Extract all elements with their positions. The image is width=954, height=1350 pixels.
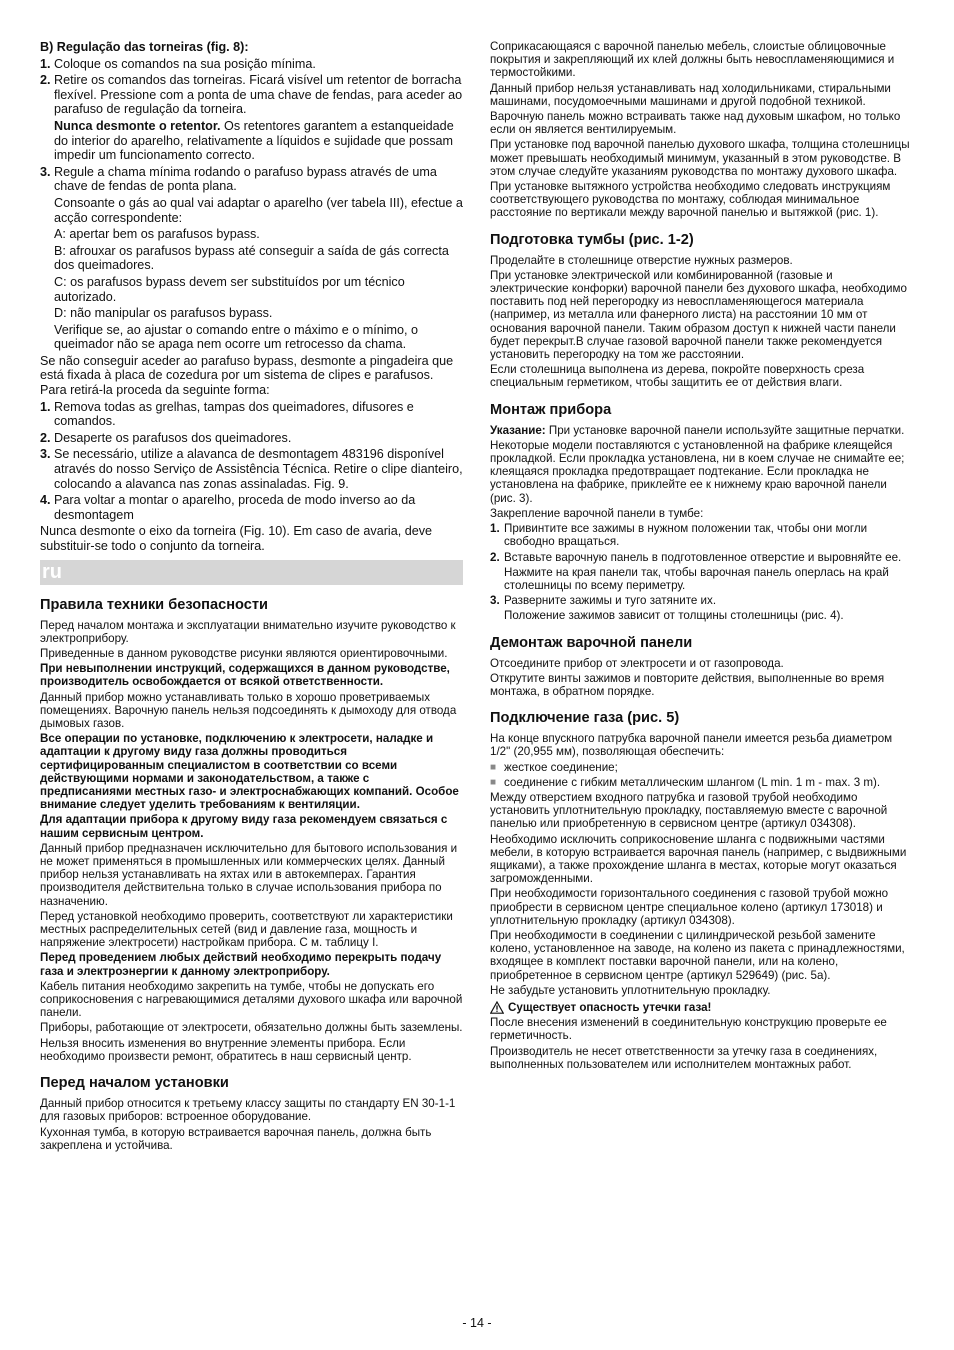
ru-gas-warning-text: Существует опасность утечки газа! (508, 1000, 712, 1014)
pt-remove-step-3-text: Se necessário, utilize a alavanca de desmontagem 483196 disponível através do nosso Serviço de Assistência Técnica. Retire o clipe dianteiro, colocando a alavanca nas zonas assinaladas. Fig. 9. (54, 447, 463, 491)
pt-step-3: 3. Regule a chama mínima rodando o parafuso bypass através de uma chave de fendas de ponta plana. (40, 165, 463, 194)
ru-safety-p10: Кабель питания необходимо закрепить на тумбе, чтобы не допускать его соприкосновения с нагревающимися деталями духового шкафа или варочной панели. (40, 979, 463, 1020)
ru-gas-p1: На конце впускного патрубка варочной панели имеется резьба диаметром 1/2" (20,955 мм), позволяющая обеспечить: (490, 732, 893, 759)
pt-step-1: 1. Coloque os comandos na sua posição mínima. (40, 57, 463, 72)
ru-before-p4: Данный прибор нельзя устанавливать над холодильниками, стиральными машинами, посудомоечными машинами и другой подобной техникой. (490, 81, 891, 108)
ru-before-p6: При установке под варочной панелью духового шкафа, толщина столешницы может превышать необходимый минимум, указанный в этом руководстве. В этом случае следуйте указаниям руководства по монтажу духового шкафа. (490, 138, 910, 178)
pt-step-3-verify: Verifique se, ao ajustar o comando entre o máximo e o mínimo, o queimador não se apaga nem ocorre um retrocesso da chama. (54, 322, 419, 352)
ru-heading-dismount: Демонтаж варочной панели (490, 634, 693, 651)
pt-step-1-text: Coloque os comandos na sua posição mínima. (54, 56, 316, 71)
pt-remove-step-2: 2. Desaperte os parafusos dos queimadores. (40, 431, 463, 446)
ru-mount-p2: Закрепление варочной панели в тумбе: (490, 506, 704, 520)
ru-before-p7: При установке вытяжного устройства необходимо следовать инструкциям соответствующего руководства по монтажу, соблюдая минимальное расстояние по вертикали между варочной панелью и вытяжкой (рис. 1). (490, 180, 891, 220)
ru-heading-cabinet-prep: Подготовка тумбы (рис. 1-2) (490, 231, 694, 248)
pt-step-2: 2. Retire os comandos das torneiras. Ficará visível um retentor de borracha flexível. Pressione com a ponta de uma chave de fendas, para aceder ao parafuso de regulação da torneira. (40, 73, 463, 117)
pt-step-2-note (40, 119, 463, 163)
pt-final-paragraph: Nunca desmonte o eixo da torneira (Fig. 10). Em caso de avaria, deve substituir-se todo o conjunto da torneira. (40, 524, 433, 553)
ru-dismount-p2: Открутите винты зажимов и повторите действия, выполненные во время монтажа, в обратном порядке. (490, 671, 885, 698)
ru-gas-bullet-2 (490, 776, 911, 789)
ru-before-p5: Варочную панель можно встраивать также над духовым шкафом, но только если он является вентилируемым. (490, 110, 901, 137)
ru-gas-bullet-2-text: соединение с гибким металлическим шлангом (L min. 1 m - max. 3 m). (504, 775, 881, 789)
pt-remove-step-4: 4. Para voltar a montar o aparelho, proceda de modo inverso ao da desmontagem (40, 493, 463, 522)
ru-gas-bullet-1-text: жесткое соединение; (504, 760, 618, 774)
ru-gas-p3: Необходимо исключить соприкосновение шланга с подвижными частями мебели, в которую встраивается варочная панель (например, с выдвижными ящиками), а также прохождение шланга в местах, которые могут оказаться загроможденными. (490, 832, 907, 886)
pt-step-3-option-c: C: os parafusos bypass devem ser substituídos por um técnico autorizado. (54, 274, 405, 304)
pt-step-3-option-a: A: apertar bem os parafusos bypass. (54, 227, 260, 242)
ru-before-p2: Кухонная тумба, в которую встраивается варочная панель, должна быть закреплена и устойчива. (40, 1125, 432, 1152)
square-bullet-icon: ■ (490, 776, 497, 788)
page-number: - 14 - (462, 1316, 492, 1330)
ru-prep-p3: Если столешница выполнена из дерева, покройте поверхность среза специальным герметиком, чтобы защитить ее от действия влаги. (490, 363, 865, 390)
ru-mount-step-3-text: Разверните зажимы и туго затяните их. (504, 594, 717, 608)
ru-mount-step-1: 1. Привинтите все зажимы в нужном положении так, чтобы они могли свободно вращаться. (490, 522, 911, 548)
pt-step-3-intro: Consoante o gás ao qual vai adaptar o aparelho (ver tabela III), efectue a acção correspondente: (54, 195, 463, 225)
ru-safety-p7: Данный прибор предназначен исключительно для бытового использования и не может применяться в промышленных или коммерческих целях. Данный прибор нельзя устанавливать на яхтах или в автокемперах. Гарантия производителя действительна только в случае использования прибора по назначению. (40, 841, 458, 908)
ru-mount-step-2-note: Нажмите на края панели так, чтобы варочная панель оперлась на край столешницы по всему периметру. (504, 565, 889, 592)
ru-safety-p1: Перед началом монтажа и эксплуатации внимательно изучите руководство к электроприбору. (40, 618, 456, 645)
left-column (40, 40, 463, 1152)
language-code: ru (42, 560, 62, 583)
ru-safety-p12: Нельзя вносить изменения во внутренние элементы прибора. Если необходимо произвести ремонт, обратитесь в наш сервисный центр. (40, 1036, 412, 1063)
ru-mount-step-2-text: Вставьте варочную панель в подготовленное отверстие и выровняйте ее. (504, 550, 902, 564)
ru-safety-p5: Все операции по установке, подключению к электросети, наладке и адаптации к другому виду газа должны проводиться сертифицированным специалистом в соответствии со всеми действующими нормами и законодательством, а также с предписаниями местных газо- и электроснабжающих компаний. Особое внимание следует уделить требованиям к вентиляции. (40, 732, 459, 812)
ru-mount-note (490, 424, 911, 437)
ru-safety-p9: Перед проведением любых действий необходимо перекрыть подачу газа и электроэнергии к данному электроприбору. (40, 951, 442, 978)
ru-heading-gas-connection: Подключение газа (рис. 5) (490, 710, 680, 727)
pt-step-2-rest: Os retentores garantem a estanqueidade do interior do aparelho, relativamente a líquidos e sujidade que possam impedir um funcionamento correcto. (54, 118, 454, 163)
ru-dismount-p1: Отсоедините прибор от электросети и от газопровода. (490, 656, 784, 670)
ru-gas-bullet-1 (490, 761, 911, 774)
right-column (490, 40, 911, 1071)
ru-safety-p6: Для адаптации прибора к другому виду газа рекомендуем связаться с нашим сервисным центром. (40, 813, 448, 840)
ru-mount-note-label: Указание: (490, 423, 546, 437)
warning-triangle-icon (490, 1001, 504, 1014)
ru-gas-warning (490, 1001, 911, 1014)
ru-gas-p7: После внесения изменений в соединительную конструкцию проверьте ее герметичность. (490, 1016, 887, 1043)
ru-before-p1: Данный прибор относится к третьему классу защиты по стандарту EN 30-1-1 для газовых приборов: встроенное оборудование. (40, 1097, 456, 1124)
ru-heading-mounting: Монтаж прибора (490, 401, 612, 418)
ru-mount-step-2: 2. Вставьте варочную панель в подготовленное отверстие и выровняйте ее. (490, 551, 911, 564)
ru-prep-p2: При установке электрической или комбинированной (газовые и электрические конфорки) варочной панели без духового шкафа, необходимо поставить под ней перегородку из невоспламеняющегося материала (например, из металла или фанерного листа) на расстоянии 10 мм от основания варочной панели. Таким образом доступ к нижней части панели будет перекрыт.В случае газовой варочной панели также рекомендуется установить перегородку на том же расстоянии. (490, 268, 907, 362)
ru-safety-p3: При невыполнении инструкций, содержащихся в данном руководстве, производитель освобождается от всякой ответственности. (40, 662, 450, 689)
ru-before-p3: Соприкасающаяся с варочной панелью мебель, слоистые облицовочные покрытия и закрепляющий их клей должны быть невоспламеняющимися и термостойкими. (490, 40, 895, 80)
ru-mount-step-1-text: Привинтите все зажимы в нужном положении так, чтобы они могли свободно вращаться. (504, 522, 868, 549)
ru-gas-p5: При необходимости в соединении с цилиндрической резьбой замените колено, установленное на заводе, на колено из пакета с принадлежностями, входящее в комплект поставки варочной панели, или на колено, приобретенное в сервисном центре (артикул 529649) (рис. 5a). (490, 928, 905, 982)
ru-gas-p4: При необходимости горизонтального соединения с газовой трубой можно приобрести в сервисном центре специальное колено (артикул 173018) и уплотнительную прокладку (артикул 034308). (490, 887, 889, 927)
ru-heading-safety: Правила техники безопасности (40, 596, 268, 613)
ru-safety-p8: Перед установкой необходимо проверить, соответствуют ли характеристики местных распределительных сетей (вид и давление газа, мощность и напряжение электросети) настройкам прибора. С м. таблицу I. (40, 909, 453, 950)
pt-bypass-paragraph: Se não conseguir aceder ao parafuso bypass, desmonte a pingadeira que está fixada à placa de cozedura por um sistema de clipes e parafusos. Para retirá-la proceda da seguinte forma: (40, 353, 454, 398)
ru-mount-step-3-note: Положение зажимов зависит от толщины столешницы (рис. 4). (504, 609, 844, 623)
pt-section-heading: B) Regulação das torneiras (fig. 8): (40, 40, 249, 54)
ru-gas-p2: Между отверстием входного патрубка и газовой трубой необходимо установить уплотнительную прокладку, поставляемую вместе с варочной панелью или приобретенную в сервисном центре (артикул 034308). (490, 790, 888, 831)
ru-gas-p8: Производитель не несет ответственности за утечку газа в соединениях, выполненных пользователем или исполнителем монтажных работ. (490, 1044, 878, 1071)
ru-gas-p6: Не забудьте установить уплотнительную прокладку. (490, 983, 771, 997)
pt-step-2-text: Retire os comandos das torneiras. Ficará visível um retentor de borracha flexível. Pressione com a ponta de uma chave de fendas, para aceder ao parafuso de regulação da torneira. (54, 73, 463, 117)
pt-remove-step-2-text: Desaperte os parafusos dos queimadores. (54, 430, 292, 445)
ru-safety-p2: Приведенные в данном руководстве рисунки являются ориентировочными. (40, 647, 448, 660)
pt-remove-step-3: 3. Se necessário, utilize a alavanca de desmontagem 483196 disponível através do nosso Serviço de Assistência Técnica. Retire o clipe dianteiro, colocando a alavanca nas zonas assinaladas. Fig. 9. (40, 447, 463, 491)
ru-mount-step-3: 3. Разверните зажимы и туго затяните их. (490, 594, 911, 607)
pt-remove-step-4-text: Para voltar a montar o aparelho, proceda de modo inverso ao da desmontagem (54, 493, 416, 522)
ru-prep-p1: Проделайте в столешнице отверстие нужных размеров. (490, 253, 793, 267)
language-section-bar (40, 560, 463, 585)
ru-safety-p4: Данный прибор можно устанавливать только в хорошо проветриваемых помещениях. Варочную панель нельзя подсоединять к дымоходу для отвода дымовых газов. (40, 690, 457, 731)
square-bullet-icon: ■ (490, 761, 497, 773)
pt-step-3-option-d: D: não manipular os parafusos bypass. (54, 306, 273, 321)
pt-remove-step-1: 1. Remova todas as grelhas, tampas dos queimadores, difusores e comandos. (40, 400, 463, 429)
ru-mount-note-text: При установке варочной панели используйте защитные перчатки. (545, 423, 905, 437)
pt-remove-step-1-text: Remova todas as grelhas, tampas dos queimadores, difusores e comandos. (54, 399, 414, 429)
ru-safety-p11: Приборы, работающие от электросети, обязательно должны быть заземлены. (40, 1021, 463, 1035)
ru-mount-p1: Некоторые модели поставляются с установленной на фабрике клеящейся прокладкой. Если прокладка установлена, ни в коем случае не снимайте ее; клеящаяся прокладка предотвращает подтекание. Если прокладка не установлена на фабрике, приклейте ее к нижнему краю варочной панели (рис. 3). (490, 438, 905, 505)
ru-heading-before-install: Перед началом установки (40, 1075, 229, 1092)
pt-step-2-bold: Nunca desmonte o retentor. (54, 118, 221, 133)
pt-step-3-option-b: B: afrouxar os parafusos bypass até conseguir a saída de gás correcta dos queimadores. (54, 243, 449, 273)
pt-step-3-text: Regule a chama mínima rodando o parafuso bypass através de uma chave de fendas de ponta plana. (54, 164, 437, 194)
